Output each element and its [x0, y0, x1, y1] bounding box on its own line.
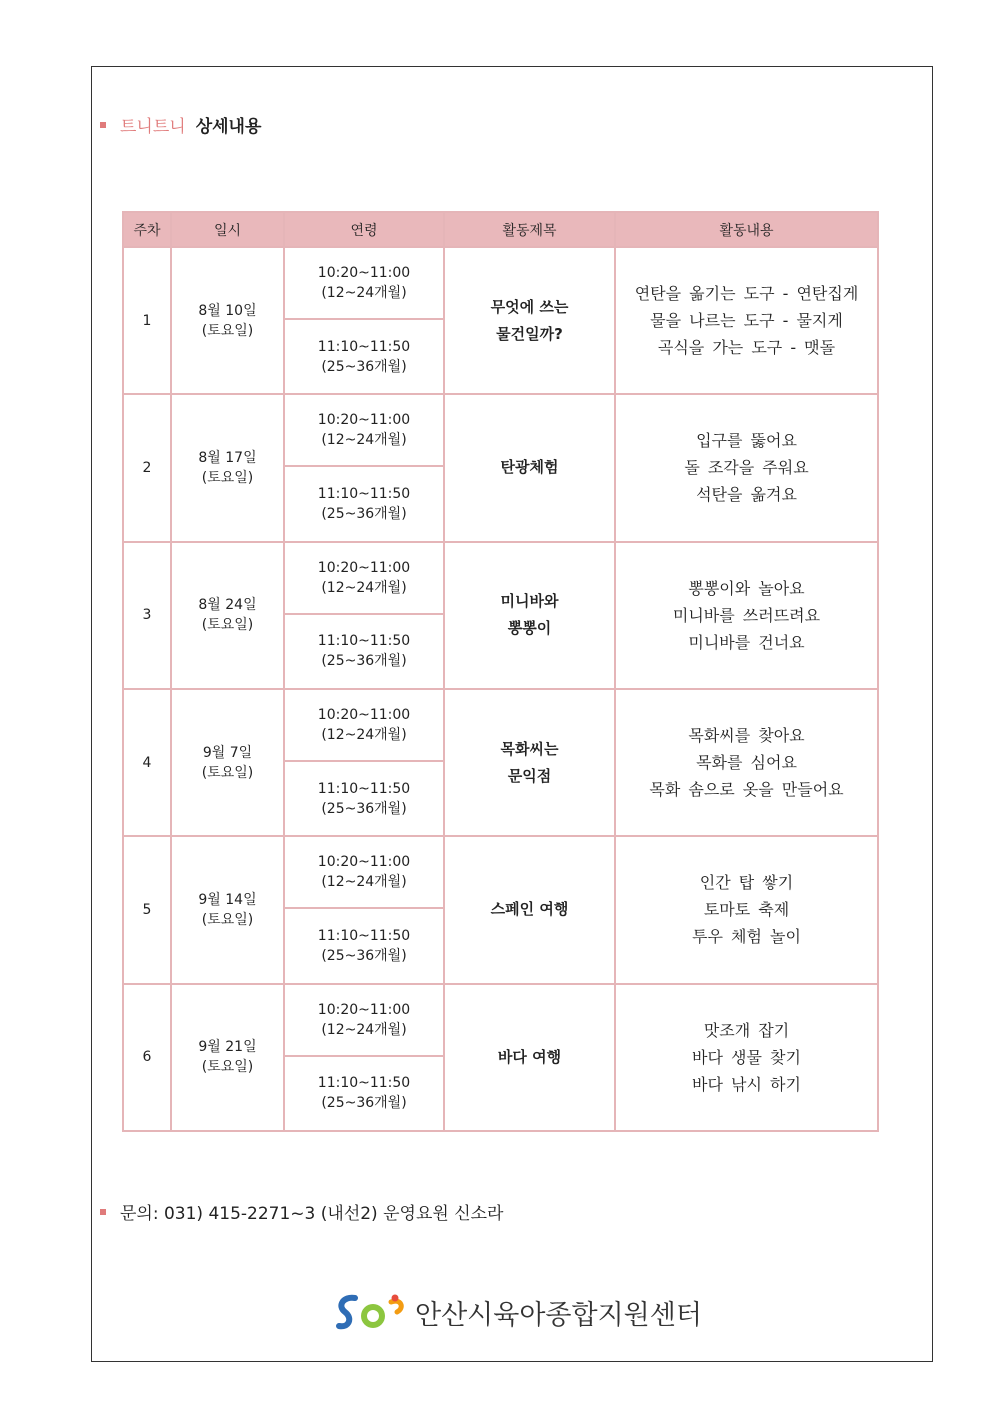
activity-title-cell — [444, 542, 615, 689]
activity-title-line: 탄광체험 — [500, 458, 559, 477]
section-heading — [100, 112, 261, 137]
heading-title: 상세내용 — [195, 117, 262, 137]
table-row — [123, 247, 878, 319]
activity-content-line: 석탄을 옮겨요 — [696, 485, 797, 505]
table-header-row — [123, 212, 878, 247]
table-row — [123, 984, 878, 1056]
date-text: 9월 14일 — [198, 891, 257, 908]
date-text: 8월 24일 — [198, 597, 257, 614]
activity-title-line: 스페인 여행 — [490, 900, 569, 919]
session-age: (12~24개월) — [321, 727, 407, 744]
activity-title-line: 뽕뽕이 — [507, 619, 552, 638]
activity-content-line: 바다 생물 찾기 — [692, 1047, 801, 1067]
table-row — [123, 394, 878, 466]
activity-title-cell — [444, 836, 615, 983]
date-cell — [171, 394, 284, 541]
day-text: (토요일) — [201, 617, 254, 634]
activity-content-line: 곡식을 가는 도구 - 맷돌 — [657, 338, 836, 358]
date-cell — [171, 689, 284, 836]
activity-title-cell — [444, 689, 615, 836]
session-cell — [284, 1056, 444, 1131]
activity-content-cell — [615, 542, 878, 689]
activity-content-line: 바다 낚시 하기 — [692, 1074, 801, 1094]
session-age: (25~36개월) — [321, 947, 407, 964]
date-text: 9월 21일 — [198, 1039, 257, 1056]
logo-text: 안산시육아종합지원센터 — [415, 1299, 702, 1331]
session-time: 10:20~11:00 — [317, 265, 411, 282]
session-time: 10:20~11:00 — [317, 854, 411, 871]
week-cell: 5 — [123, 836, 171, 983]
activity-content-cell — [615, 689, 878, 836]
session-time: 11:10~11:50 — [317, 927, 411, 944]
heading-highlight: 트니트니 — [120, 117, 186, 137]
date-text: 8월 10일 — [198, 302, 257, 319]
day-text: (토요일) — [201, 322, 254, 339]
activity-content-line: 연탄을 옮기는 도구 - 연탄집게 — [634, 284, 859, 304]
date-cell — [171, 247, 284, 394]
day-text: (토요일) — [201, 911, 254, 928]
day-text: (토요일) — [201, 469, 254, 486]
activity-content-line: 뽕뽕이와 놀아요 — [688, 578, 805, 598]
session-cell — [284, 466, 444, 541]
week-cell: 1 — [123, 247, 171, 394]
activity-content-line: 목화 솜으로 옷을 만들어요 — [649, 780, 844, 800]
center-logo-icon — [335, 1292, 409, 1332]
session-cell — [284, 614, 444, 689]
session-age: (12~24개월) — [321, 579, 407, 596]
activity-title-line: 목화씨는 — [500, 739, 559, 758]
session-age: (12~24개월) — [321, 285, 407, 302]
session-cell — [284, 984, 444, 1056]
session-age: (12~24개월) — [321, 432, 407, 449]
session-time: 10:20~11:00 — [317, 1001, 411, 1018]
activity-title-cell — [444, 247, 615, 394]
session-cell — [284, 319, 444, 394]
activity-content-cell — [615, 394, 878, 541]
activity-title-line: 물건일까? — [496, 324, 563, 343]
activity-content-line: 돌 조각을 주워요 — [684, 458, 809, 478]
square-bullet-icon — [100, 1209, 106, 1215]
date-cell — [171, 542, 284, 689]
activity-content-line: 목화씨를 찾아요 — [688, 726, 805, 746]
session-age: (25~36개월) — [321, 358, 407, 375]
session-cell — [284, 908, 444, 983]
date-cell — [171, 984, 284, 1131]
square-bullet-icon — [100, 122, 106, 128]
activity-title-line: 바다 여행 — [497, 1047, 562, 1066]
activity-content-cell — [615, 836, 878, 983]
activity-content-line: 미니바를 건너요 — [688, 632, 805, 652]
header-age: 연령 — [284, 212, 444, 247]
session-time: 10:20~11:00 — [317, 707, 411, 724]
header-date: 일시 — [171, 212, 284, 247]
activity-title-line: 미니바와 — [500, 592, 559, 611]
activity-content-line: 맛조개 잡기 — [703, 1020, 790, 1040]
week-cell: 6 — [123, 984, 171, 1131]
session-time: 11:10~11:50 — [317, 1075, 411, 1092]
contact-text: 문의: 031) 415-2271~3 (내선2) 운영요원 신소라 — [120, 1204, 504, 1224]
header-content: 활동내용 — [615, 212, 878, 247]
activity-content-cell — [615, 247, 878, 394]
session-time: 11:10~11:50 — [317, 486, 411, 503]
activity-title-line: 무엇에 쓰는 — [490, 297, 569, 316]
session-cell — [284, 542, 444, 614]
table-body — [123, 247, 878, 1131]
activity-content-line: 토마토 축제 — [703, 900, 790, 920]
activity-title-cell — [444, 984, 615, 1131]
date-cell — [171, 836, 284, 983]
table-row — [123, 689, 878, 761]
activity-content-line: 목화를 심어요 — [696, 753, 797, 773]
activity-title-cell — [444, 394, 615, 541]
session-time: 11:10~11:50 — [317, 338, 411, 355]
center-logo — [335, 1290, 702, 1334]
table-row — [123, 542, 878, 614]
session-cell — [284, 836, 444, 908]
session-age: (25~36개월) — [321, 653, 407, 670]
activity-content-cell — [615, 984, 878, 1131]
table-row — [123, 836, 878, 908]
activity-title-line: 문익점 — [507, 766, 552, 785]
activity-content-line: 투우 체험 놀이 — [692, 927, 801, 947]
session-time: 10:20~11:00 — [317, 559, 411, 576]
contact-line — [100, 1199, 503, 1224]
session-age: (12~24개월) — [321, 1021, 407, 1038]
session-age: (25~36개월) — [321, 1095, 407, 1112]
activity-content-line: 미니바를 쓰러뜨려요 — [672, 605, 821, 625]
schedule-table — [122, 211, 879, 1132]
session-age: (25~36개월) — [321, 506, 407, 523]
week-cell: 3 — [123, 542, 171, 689]
day-text: (토요일) — [201, 764, 254, 781]
session-time: 10:20~11:00 — [317, 412, 411, 429]
header-title: 활동제목 — [444, 212, 615, 247]
session-cell — [284, 689, 444, 761]
session-cell — [284, 247, 444, 319]
session-cell — [284, 761, 444, 836]
header-week: 주차 — [123, 212, 171, 247]
activity-content-line: 물을 나르는 도구 - 물지게 — [650, 311, 843, 331]
session-time: 11:10~11:50 — [317, 780, 411, 797]
session-time: 11:10~11:50 — [317, 633, 411, 650]
week-cell: 2 — [123, 394, 171, 541]
activity-content-line: 인간 탑 쌓기 — [699, 873, 794, 893]
week-cell: 4 — [123, 689, 171, 836]
date-text: 8월 17일 — [198, 449, 257, 466]
activity-content-line: 입구를 뚫어요 — [696, 431, 797, 451]
session-cell — [284, 394, 444, 466]
session-age: (12~24개월) — [321, 874, 407, 891]
date-text: 9월 7일 — [202, 744, 253, 761]
day-text: (토요일) — [201, 1059, 254, 1076]
session-age: (25~36개월) — [321, 800, 407, 817]
